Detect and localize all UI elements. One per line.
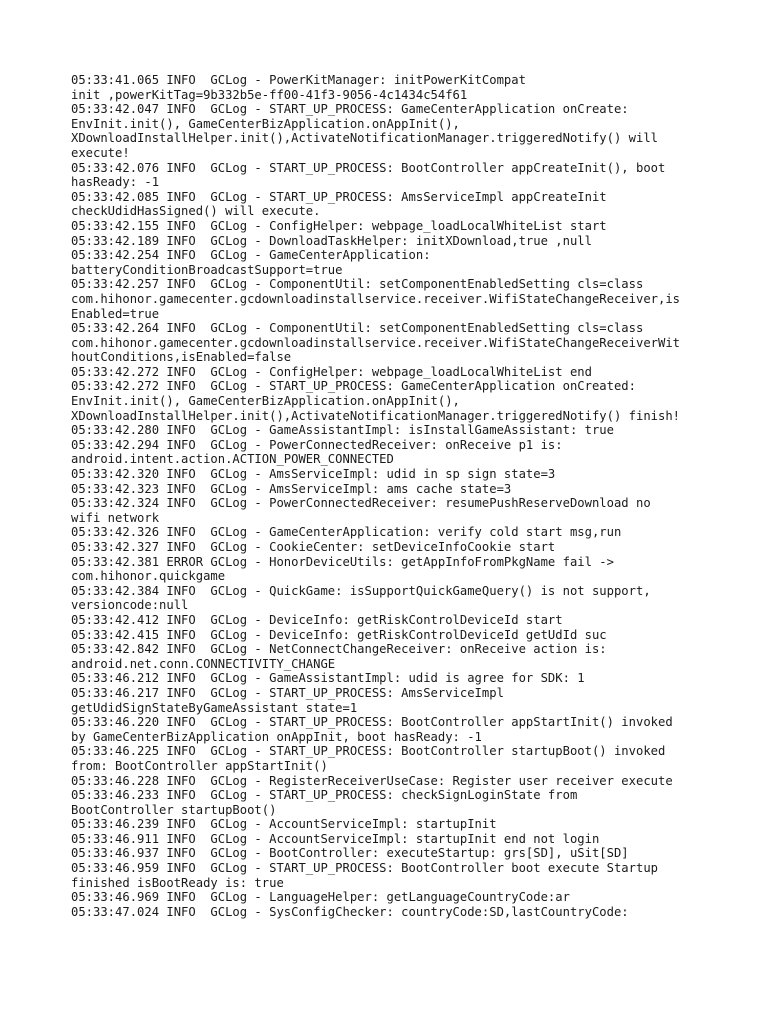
log-line: getUdidSignStateByGameAssistant state=1 (71, 700, 358, 715)
log-line: 05:33:42.324 INFO GCLog - PowerConnectedReceiver: resumePushReserveDownload no (71, 496, 651, 511)
log-line: 05:33:42.076 INFO GCLog - START_UP_PROCESS: BootController appCreateInit(), boot (71, 160, 666, 175)
log-line: XDownloadInstallHelper.init(),ActivateNotificationManager.triggeredNotify() finish! (71, 408, 681, 423)
log-line: 05:33:42.323 INFO GCLog - AmsServiceImpl: ams cache state=3 (71, 481, 512, 496)
log-line: 05:33:47.024 INFO GCLog - SysConfigChecker: countryCode:SD,lastCountryCode: (71, 904, 629, 919)
log-line: checkUdidHasSigned() will execute. (71, 204, 321, 219)
log-line: init ,powerKitTag=9b332b5e-ff00-41f3-9056-4c1434c54f61 (71, 87, 468, 102)
log-line: batteryConditionBroadcastSupport=true (71, 262, 343, 277)
log-line: BootController startupBoot() (71, 802, 277, 817)
log-line: 05:33:46.233 INFO GCLog - START_UP_PROCESS: checkSignLoginState from (71, 788, 578, 803)
log-line: 05:33:42.264 INFO GCLog - ComponentUtil: setComponentEnabledSetting cls=class (71, 321, 644, 336)
log-line: android.net.conn.CONNECTIVITY_CHANGE (71, 656, 336, 671)
log-line: 05:33:42.842 INFO GCLog - NetConnectChangeReceiver: onReceive action is: (71, 642, 607, 657)
log-line: 05:33:42.257 INFO GCLog - ComponentUtil: setComponentEnabledSetting cls=class (71, 277, 644, 292)
log-line: 05:33:42.326 INFO GCLog - GameCenterApplication: verify cold start msg,run (71, 525, 622, 540)
log-line: 05:33:42.280 INFO GCLog - GameAssistantImpl: isInstallGameAssistant: true (71, 423, 614, 438)
log-line: 05:33:46.225 INFO GCLog - START_UP_PROCESS: BootController startupBoot() invoked (71, 744, 666, 759)
log-line: from: BootController appStartInit() (71, 758, 328, 773)
log-line: 05:33:46.217 INFO GCLog - START_UP_PROCESS: AmsServiceImpl (71, 685, 504, 700)
log-line: 05:33:42.047 INFO GCLog - START_UP_PROCESS: GameCenterApplication onCreate: (71, 102, 629, 117)
log-line: 05:33:42.189 INFO GCLog - DownloadTaskHelper: initXDownload,true ,null (71, 233, 592, 248)
log-line: hasReady: -1 (71, 175, 160, 190)
log-line: 05:33:42.320 INFO GCLog - AmsServiceImpl: udid in sp sign state=3 (71, 467, 556, 482)
log-line: EnvInit.init(), GameCenterBizApplication.onAppInit(), (71, 116, 460, 131)
log-line: 05:33:46.228 INFO GCLog - RegisterReceiverUseCase: Register user receiver execute (71, 773, 673, 788)
log-line: versioncode:null (71, 598, 189, 613)
log-line: 05:33:46.937 INFO GCLog - BootController: executeStartup: grs[SD], uSit[SD] (71, 846, 629, 861)
log-line: 05:33:46.220 INFO GCLog - START_UP_PROCESS: BootController appStartInit() invoked (71, 715, 673, 730)
log-line: wifi network (71, 510, 160, 525)
log-line: 05:33:42.272 INFO GCLog - ConfigHelper: webpage_loadLocalWhiteList end (71, 364, 592, 379)
log-line: 05:33:46.212 INFO GCLog - GameAssistantImpl: udid is agree for SDK: 1 (71, 671, 585, 686)
log-line: by GameCenterBizApplication onAppInit, boot hasReady: -1 (71, 729, 482, 744)
log-line: com.hihonor.quickgame (71, 569, 226, 584)
log-line: execute! (71, 145, 130, 160)
log-line: 05:33:42.412 INFO GCLog - DeviceInfo: getRiskControlDeviceId start (71, 612, 563, 627)
log-line: 05:33:42.272 INFO GCLog - START_UP_PROCESS: GameCenterApplication onCreated: (71, 379, 636, 394)
log-line: EnvInit.init(), GameCenterBizApplication.onAppInit(), (71, 394, 460, 409)
log-line: com.hihonor.gamecenter.gcdownloadinstallservice.receiver.WifiStateChangeReceiverWit (71, 335, 681, 350)
log-line: 05:33:42.327 INFO GCLog - CookieCenter: setDeviceInfoCookie start (71, 540, 556, 554)
log-line: finished isBootReady is: true (71, 875, 284, 890)
log-line: 05:33:42.085 INFO GCLog - START_UP_PROCESS: AmsServiceImpl appCreateInit (71, 189, 607, 204)
log-line: houtConditions,isEnabled=false (71, 350, 292, 365)
log-line: 05:33:42.294 INFO GCLog - PowerConnectedReceiver: onReceive p1 is: (71, 437, 563, 452)
log-line: 05:33:42.381 ERROR GCLog - HonorDeviceUtils: getAppInfoFromPkgName fail -> (71, 554, 614, 569)
log-line: 05:33:42.384 INFO GCLog - QuickGame: isSupportQuickGameQuery() is not support, (71, 583, 651, 598)
log-line: 05:33:42.415 INFO GCLog - DeviceInfo: getRiskControlDeviceId getUdId suc (71, 627, 607, 642)
log-line: android.intent.action.ACTION_POWER_CONNECTED (71, 452, 394, 467)
log-line: 05:33:41.065 INFO GCLog - PowerKitManager: initPowerKitCompat (71, 73, 526, 87)
log-line: Enabled=true (71, 306, 160, 321)
log-document (71, 73, 701, 919)
log-line: 05:33:42.254 INFO GCLog - GameCenterApplication: (71, 248, 431, 263)
log-line: 05:33:46.239 INFO GCLog - AccountServiceImpl: startupInit (71, 817, 497, 832)
log-line: 05:33:42.155 INFO GCLog - ConfigHelper: webpage_loadLocalWhiteList start (71, 218, 607, 233)
log-line: 05:33:46.911 INFO GCLog - AccountServiceImpl: startupInit end not login (71, 831, 600, 846)
log-line: 05:33:46.959 INFO GCLog - START_UP_PROCESS: BootController boot execute Startup (71, 861, 658, 876)
log-line: 05:33:46.969 INFO GCLog - LanguageHelper: getLanguageCountryCode:ar (71, 890, 570, 905)
log-line: XDownloadInstallHelper.init(),ActivateNotificationManager.triggeredNotify() will (71, 131, 658, 146)
log-line: com.hihonor.gamecenter.gcdownloadinstallservice.receiver.WifiStateChangeReceiver,is (71, 291, 681, 306)
